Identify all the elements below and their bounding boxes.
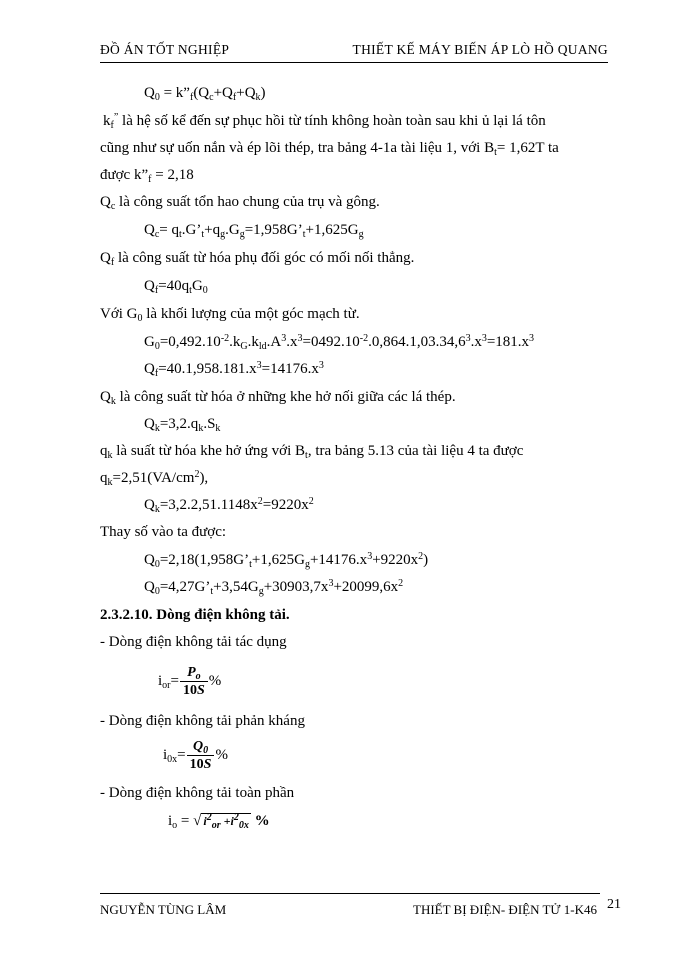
equation-qc: $Q_c=$ $q_t.G’_t+q_g.G_g=1,958G’_t+1,625G_g$ (144, 222, 364, 240)
section-title: 2.3.2.10. Dòng điện không tải. (100, 607, 290, 623)
page-number: 21 (607, 897, 621, 912)
formula-ior: $i_{or}=$ $\frac{P_o}{10S}$ % (158, 665, 222, 699)
paragraph-qk-value: $q_k=2,51(VA/cm^2)$, (100, 469, 209, 488)
footer-author: NGUYỄN TÙNG LÂM (100, 902, 227, 917)
page-header (100, 40, 608, 63)
list-item-total-current: - Dòng điện không tải toàn phần (100, 785, 295, 801)
equation-qf: $Q_f=40q_tG_0$ (144, 278, 208, 296)
equation-qk-numeric: $Q_k=3,2.2,51.1148x^2=9220x^2$ (144, 496, 314, 515)
equation-q0-expanded: $Q_0=2,18(1,958G’_t+1,625G_g+14176.x^3+9220x^2)$ (144, 551, 429, 570)
list-item-reactive-current: - Dòng điện không tải phản kháng (100, 713, 305, 729)
paragraph-kf-continued: cũng như sự uốn nắn và ép lõi thép, tra bảng 4-1a tài liệu 1, với $B_t= 1,62T$ ta (100, 140, 559, 158)
formula-io: $i_o$ = √ $i^2_{or} +i^2_{0x}$ % (168, 812, 270, 831)
header-right-title: THIẾT KẾ MÁY BIẾN ÁP LÒ HỒ QUANG (352, 42, 608, 57)
equation-qk: $Q_k=3,2.q_k.S_k$ (144, 416, 221, 434)
square-root-radicand: $i^2_{or} +i^2_{0x}$ (203, 812, 249, 831)
fraction-q0-over-10s: $\frac{Q_0}{10S}$ (187, 738, 215, 773)
page-footer (100, 893, 600, 920)
paragraph-qf-definition: $Q_f$ là công suất từ hóa phụ đối góc có mối nối thẳng. (100, 250, 415, 268)
paragraph-kf-value: được $k”_f = 2,18$ (100, 167, 194, 185)
paragraph-qk-definition: $Q_k$ là công suất từ hóa ở những khe hở nối giữa các lá thép. (100, 389, 456, 407)
header-left-title: ĐỒ ÁN TỐT NGHIỆP (100, 42, 230, 57)
paragraph-qk-lower-definition: $q_k$ là suất từ hóa khe hở ứng với $B_t$, tra bảng 5.13 của tài liệu 4 ta được (100, 443, 524, 461)
equation-g0: $G_0=0,492.10^{-2}.k_G.k_{ld}.A^3.x^3=0492.10^{-2}.0,864.1,03.34,6^3.x^3=181.x^3$ (144, 333, 535, 352)
equation-q0: $Q_0$ = $k”_f(Q_c+Q_f+Q_k)$ (144, 85, 266, 103)
formula-i0x: $i_{0x}=$ $\frac{Q_0}{10S}$ % (163, 739, 228, 773)
square-root-symbol: √ (193, 813, 202, 829)
paragraph-kf-definition: $k_f^”$ là hệ số kể đến sự phục hồi từ tính không hoàn toàn sau khi ủ lại lá tôn (103, 112, 546, 131)
list-item-active-current: - Dòng điện không tải tác dụng (100, 634, 287, 650)
fraction-po-over-10s: $\frac{P_o}{10S}$ (180, 664, 208, 699)
footer-department: THIẾT BỊ ĐIỆN- ĐIỆN TỬ 1-K46 (413, 902, 597, 917)
paragraph-substitution: Thay số vào ta được: (100, 524, 227, 540)
equation-q0-final: $Q_0=4,27G’_t+3,54G_g+30903,7x^3+20099,6x^2$ (144, 578, 404, 597)
paragraph-qc-definition: $Q_c$ là công suất tổn hao chung của trụ và gông. (100, 194, 380, 212)
paragraph-g0-definition: Với $G_0$ là khối lượng của một góc mạch từ. (100, 306, 360, 324)
equation-qf-numeric: $Q_f=40.1,958.181.x^3=14176.x^3$ (144, 360, 324, 379)
